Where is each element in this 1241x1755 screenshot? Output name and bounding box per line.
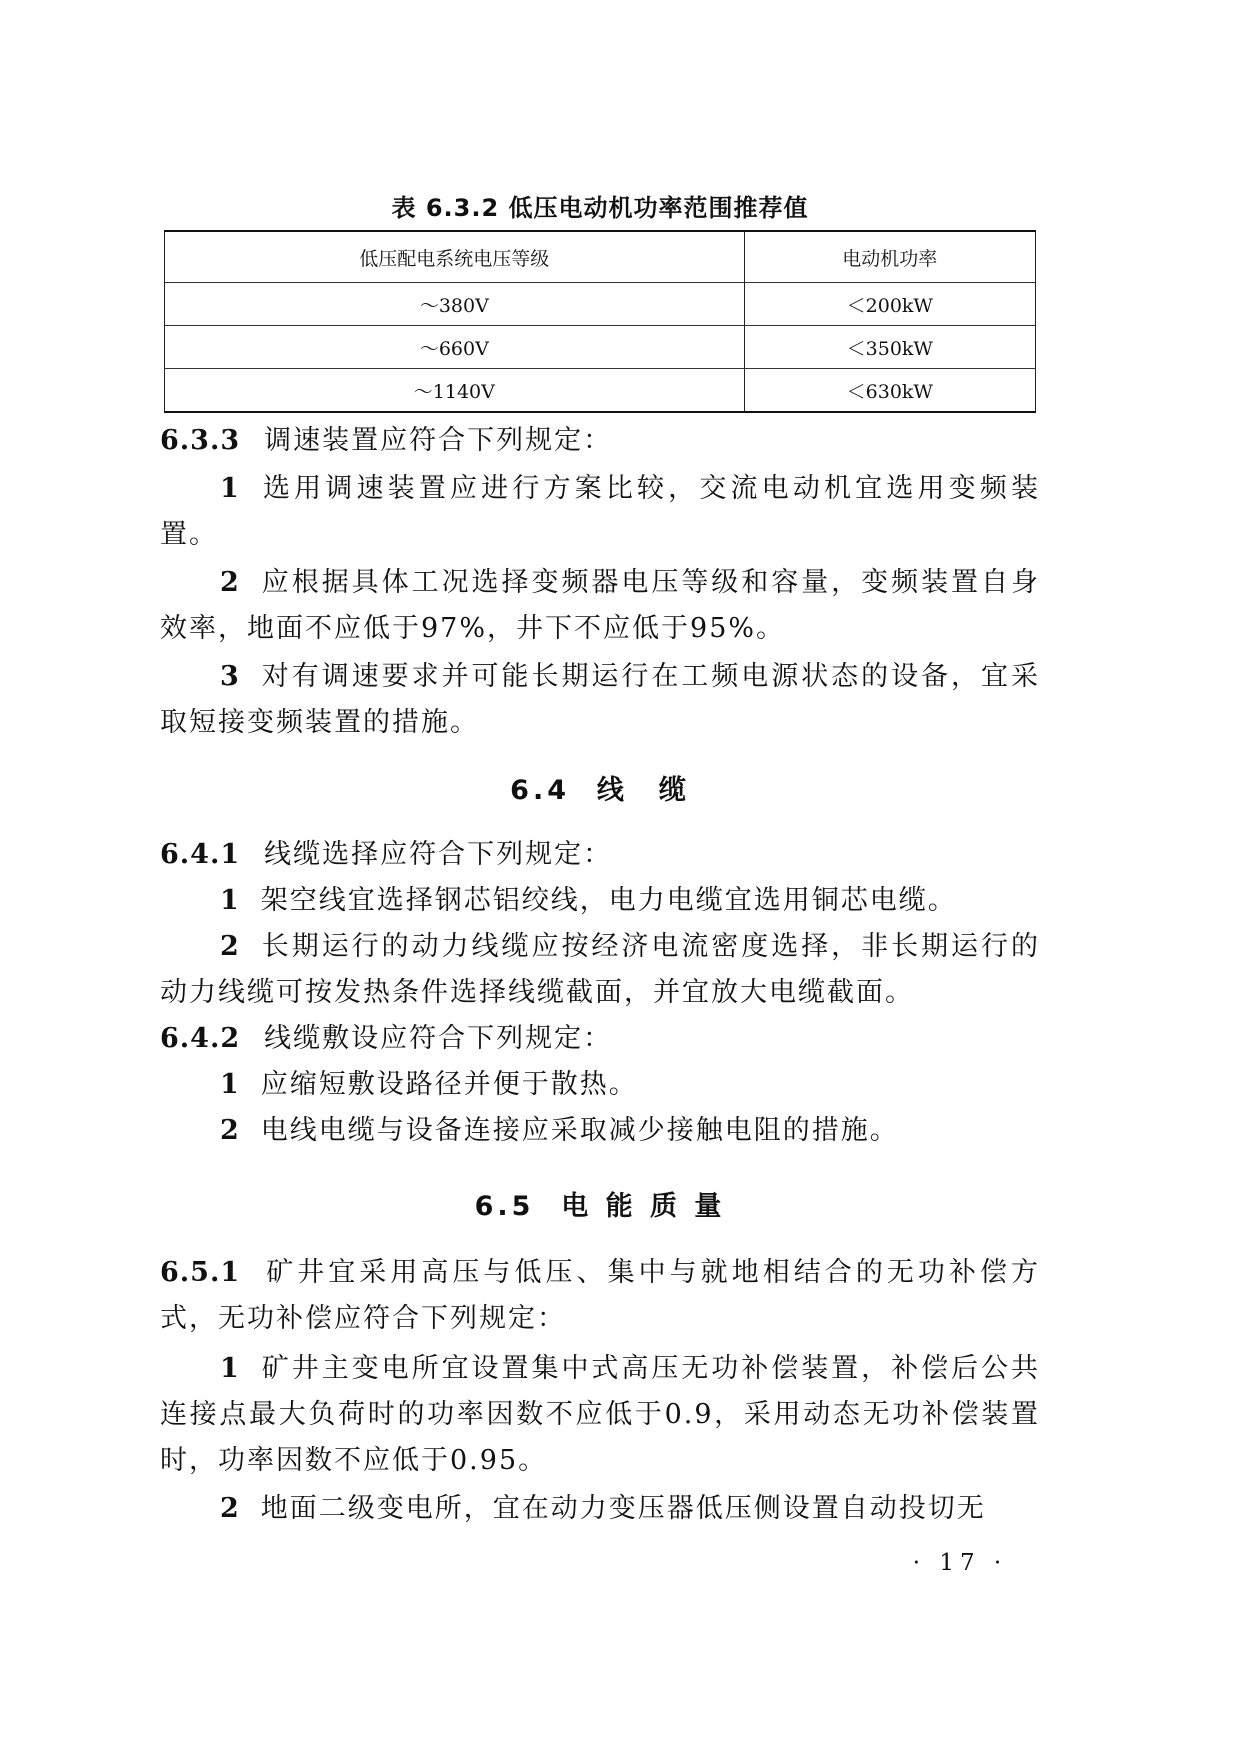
- table-header-row: [165, 231, 1036, 283]
- table-row: [165, 326, 1036, 369]
- item-number: 2: [220, 1115, 241, 1146]
- item-number: 2: [220, 567, 241, 598]
- item-text: 电线电缆与设备连接应采取减少接触电阻的措施。: [260, 1115, 899, 1146]
- clause-6-5-1: [160, 1250, 1040, 1342]
- section-heading-6-4: [160, 768, 1040, 807]
- clause-number: 6.4.2: [160, 1023, 241, 1054]
- item-text: 对有调速要求并可能长期运行在工频电源状态的设备，宜采取短接变频装置的措施。: [160, 661, 1040, 738]
- item-number: 1: [220, 473, 241, 504]
- table-header-power: 电动机功率: [744, 231, 1035, 283]
- clause-6-5-1-item-1: [160, 1346, 1040, 1484]
- clause-6-4-1-item-1: [160, 878, 1040, 924]
- table-cell-power: ＜200kW: [744, 283, 1035, 326]
- table-header-voltage: 低压配电系统电压等级: [165, 231, 745, 283]
- clause-text: 调速装置应符合下列规定：: [264, 425, 613, 456]
- section-title-text: 线 缆: [596, 775, 690, 806]
- item-text: 选用调速装置应进行方案比较，交流电动机宜选用变频装置。: [160, 473, 1040, 550]
- item-number: 1: [220, 885, 241, 916]
- clause-6-3-3-item-2: [160, 560, 1040, 652]
- item-text: 矿井主变电所宜设置集中式高压无功补偿装置，补偿后公共连接点最大负荷时的功率因数不应低于0.9，采用动态无功补偿装置时，功率因数不应低于0.95。: [160, 1353, 1040, 1476]
- table-title: 表 6.3.2 低压电动机功率范围推荐值: [391, 194, 809, 222]
- clause-6-4-1: [160, 832, 1040, 878]
- clause-6-3-3: [160, 418, 1040, 464]
- table-cell-voltage: ～660V: [165, 326, 745, 369]
- item-text: 应缩短敷设路径并便于散热。: [260, 1069, 638, 1100]
- item-text: 架空线宜选择钢芯铝绞线，电力电缆宜选用铜芯电缆。: [260, 885, 957, 916]
- item-number: 1: [220, 1353, 241, 1384]
- section-heading-6-5: [160, 1184, 1040, 1223]
- section-number: 6.5: [474, 1191, 535, 1222]
- table-cell-power: ＜630kW: [744, 369, 1035, 413]
- clause-6-5-1-item-2: [160, 1486, 1040, 1532]
- clause-number: 6.4.1: [160, 839, 241, 870]
- clause-6-4-2-item-2: [160, 1108, 1040, 1154]
- item-number: 2: [220, 931, 241, 962]
- item-number: 1: [220, 1069, 241, 1100]
- clause-text: 线缆敷设应符合下列规定：: [264, 1023, 613, 1054]
- page-number: · 17 ·: [912, 1550, 1008, 1576]
- clause-6-3-3-item-3: [160, 654, 1040, 746]
- section-number: 6.4: [510, 775, 571, 806]
- item-text: 地面二级变电所，宜在动力变压器低压侧设置自动投切无: [260, 1493, 986, 1524]
- clause-6-4-2-item-1: [160, 1062, 1040, 1108]
- item-text: 应根据具体工况选择变频器电压等级和容量，变频装置自身效率，地面不应低于97%，井下不应低于95%。: [160, 567, 1040, 644]
- power-range-table: [164, 230, 1036, 413]
- clause-text: 矿井宜采用高压与低压、集中与就地相结合的无功补偿方式，无功补偿应符合下列规定：: [160, 1257, 1040, 1334]
- clause-text: 线缆选择应符合下列规定：: [264, 839, 613, 870]
- clause-number: 6.5.1: [160, 1257, 241, 1288]
- item-number: 2: [220, 1493, 241, 1524]
- clause-6-4-1-item-2: [160, 924, 1040, 1016]
- power-range-table-container: [164, 230, 1036, 413]
- table-row: [165, 369, 1036, 413]
- item-text: 长期运行的动力线缆应按经济电流密度选择，非长期运行的动力线缆可按发热条件选择线缆截面，并宜放大电缆截面。: [160, 931, 1040, 1008]
- table-cell-voltage: ～380V: [165, 283, 745, 326]
- table-cell-power: ＜350kW: [744, 326, 1035, 369]
- item-number: 3: [220, 661, 241, 692]
- table-row: [165, 283, 1036, 326]
- clause-6-4-2: [160, 1016, 1040, 1062]
- clause-6-3-3-item-1: [160, 466, 1040, 558]
- section-title-text: 电 能 质 量: [561, 1191, 726, 1222]
- clause-number: 6.3.3: [160, 425, 241, 456]
- table-cell-voltage: ～1140V: [165, 369, 745, 413]
